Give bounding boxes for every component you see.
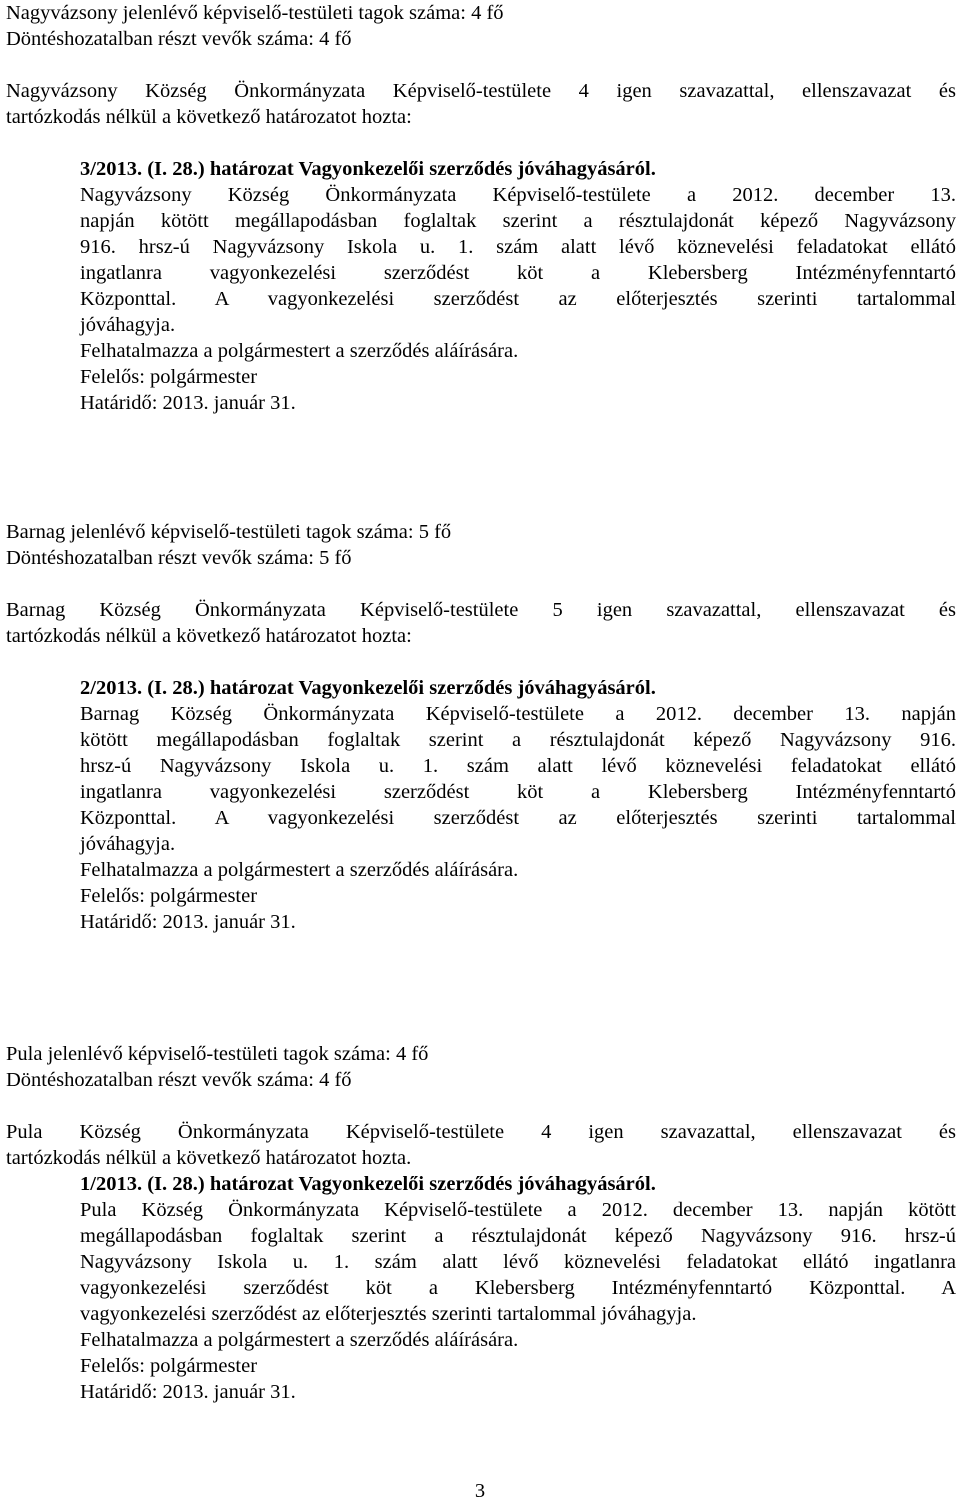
- resolution-body-line: megállapodásban foglaltak szerint a résztulajdonát képező Nagyvázsony 916. hrsz-ú: [80, 1225, 956, 1247]
- vote-intro-line-1: Pula Község Önkormányzata Képviselő-testülete 4 igen szavazattal, ellenszavazat és: [6, 1121, 956, 1143]
- resolution-body-line: jóváhagyja.: [80, 833, 176, 855]
- authorization-text: Felhatalmazza a polgármestert a szerződés aláírására.: [80, 859, 519, 881]
- responsible-person: Felelős: polgármester: [80, 885, 258, 907]
- resolution-body-line: hrsz-ú Nagyvázsony Iskola u. 1. szám alatt lévő köznevelési feladatokat ellátó: [80, 755, 956, 777]
- vote-intro-line-1: Nagyvázsony Község Önkormányzata Képviselő-testülete 4 igen szavazattal, ellenszavazat és: [6, 80, 956, 102]
- members-present: Pula jelenlévő képviselő-testületi tagok száma: 4 fő: [6, 1043, 429, 1065]
- voting-members: Döntéshozatalban részt vevők száma: 5 fő: [6, 547, 352, 569]
- responsible-person: Felelős: polgármester: [80, 366, 258, 388]
- vote-intro-line-2: tartózkodás nélkül a következő határozatot hozta:: [6, 106, 412, 128]
- resolution-section-pula: [6, 1041, 956, 1405]
- vote-intro-line-2: tartózkodás nélkül a következő határozatot hozta:: [6, 625, 412, 647]
- vote-intro-line-2: tartózkodás nélkül a következő határozatot hozta.: [6, 1147, 412, 1169]
- voting-members: Döntéshozatalban részt vevők száma: 4 fő: [6, 28, 352, 50]
- members-present: Barnag jelenlévő képviselő-testületi tagok száma: 5 fő: [6, 521, 452, 543]
- resolution-body-line: vagyonkezelési szerződést az előterjesztés szerinti tartalommal jóváhagyja.: [80, 1303, 697, 1325]
- resolution-body-line: vagyonkezelési szerződést köt a Klebersberg Intézményfenntartó Központtal. A: [80, 1277, 956, 1299]
- resolution-body-line: Barnag Község Önkormányzata Képviselő-testülete a 2012. december 13. napján: [80, 703, 956, 725]
- resolution-heading: 1/2013. (I. 28.) határozat Vagyonkezelői szerződés jóváhagyásáról.: [80, 1173, 656, 1195]
- resolution-body-line: Központtal. A vagyonkezelési szerződést az előterjesztés szerinti tartalommal: [80, 288, 956, 310]
- resolution-body-line: Nagyvázsony Iskola u. 1. szám alatt lévő köznevelési feladatokat ellátó ingatlanra: [80, 1251, 956, 1273]
- resolution-body-line: Nagyvázsony Község Önkormányzata Képviselő-testülete a 2012. december 13.: [80, 184, 956, 206]
- resolution-body-line: Pula Község Önkormányzata Képviselő-testülete a 2012. december 13. napján kötött: [80, 1199, 956, 1221]
- vote-intro-line-1: Barnag Község Önkormányzata Képviselő-testülete 5 igen szavazattal, ellenszavazat és: [6, 599, 956, 621]
- deadline: Határidő: 2013. január 31.: [80, 392, 296, 414]
- resolution-body-line: ingatlanra vagyonkezelési szerződést köt a Klebersberg Intézményfenntartó: [80, 781, 956, 803]
- resolution-body-line: jóváhagyja.: [80, 314, 176, 336]
- deadline: Határidő: 2013. január 31.: [80, 1381, 296, 1403]
- authorization-text: Felhatalmazza a polgármestert a szerződés aláírására.: [80, 1329, 519, 1351]
- resolution-section-nagyvazsony: [6, 0, 956, 416]
- resolution-body-line: 916. hrsz-ú Nagyvázsony Iskola u. 1. szám alatt lévő köznevelési feladatokat ellátó: [80, 236, 956, 258]
- resolution-heading: 3/2013. (I. 28.) határozat Vagyonkezelői szerződés jóváhagyásáról.: [80, 158, 656, 180]
- page-number: 3: [474, 1480, 486, 1502]
- deadline: Határidő: 2013. január 31.: [80, 911, 296, 933]
- voting-members: Döntéshozatalban részt vevők száma: 4 fő: [6, 1069, 352, 1091]
- responsible-person: Felelős: polgármester: [80, 1355, 258, 1377]
- resolution-body-line: Központtal. A vagyonkezelési szerződést az előterjesztés szerinti tartalommal: [80, 807, 956, 829]
- resolution-section-barnag: [6, 519, 956, 935]
- resolution-body-line: napján kötött megállapodásban foglaltak szerint a résztulajdonát képező Nagyvázsony: [80, 210, 956, 232]
- authorization-text: Felhatalmazza a polgármestert a szerződés aláírására.: [80, 340, 519, 362]
- resolution-heading: 2/2013. (I. 28.) határozat Vagyonkezelői szerződés jóváhagyásáról.: [80, 677, 656, 699]
- members-present: Nagyvázsony jelenlévő képviselő-testületi tagok száma: 4 fő: [6, 2, 504, 24]
- resolution-body-line: kötött megállapodásban foglaltak szerint a résztulajdonát képező Nagyvázsony 916.: [80, 729, 956, 751]
- resolution-body-line: ingatlanra vagyonkezelési szerződést köt a Klebersberg Intézményfenntartó: [80, 262, 956, 284]
